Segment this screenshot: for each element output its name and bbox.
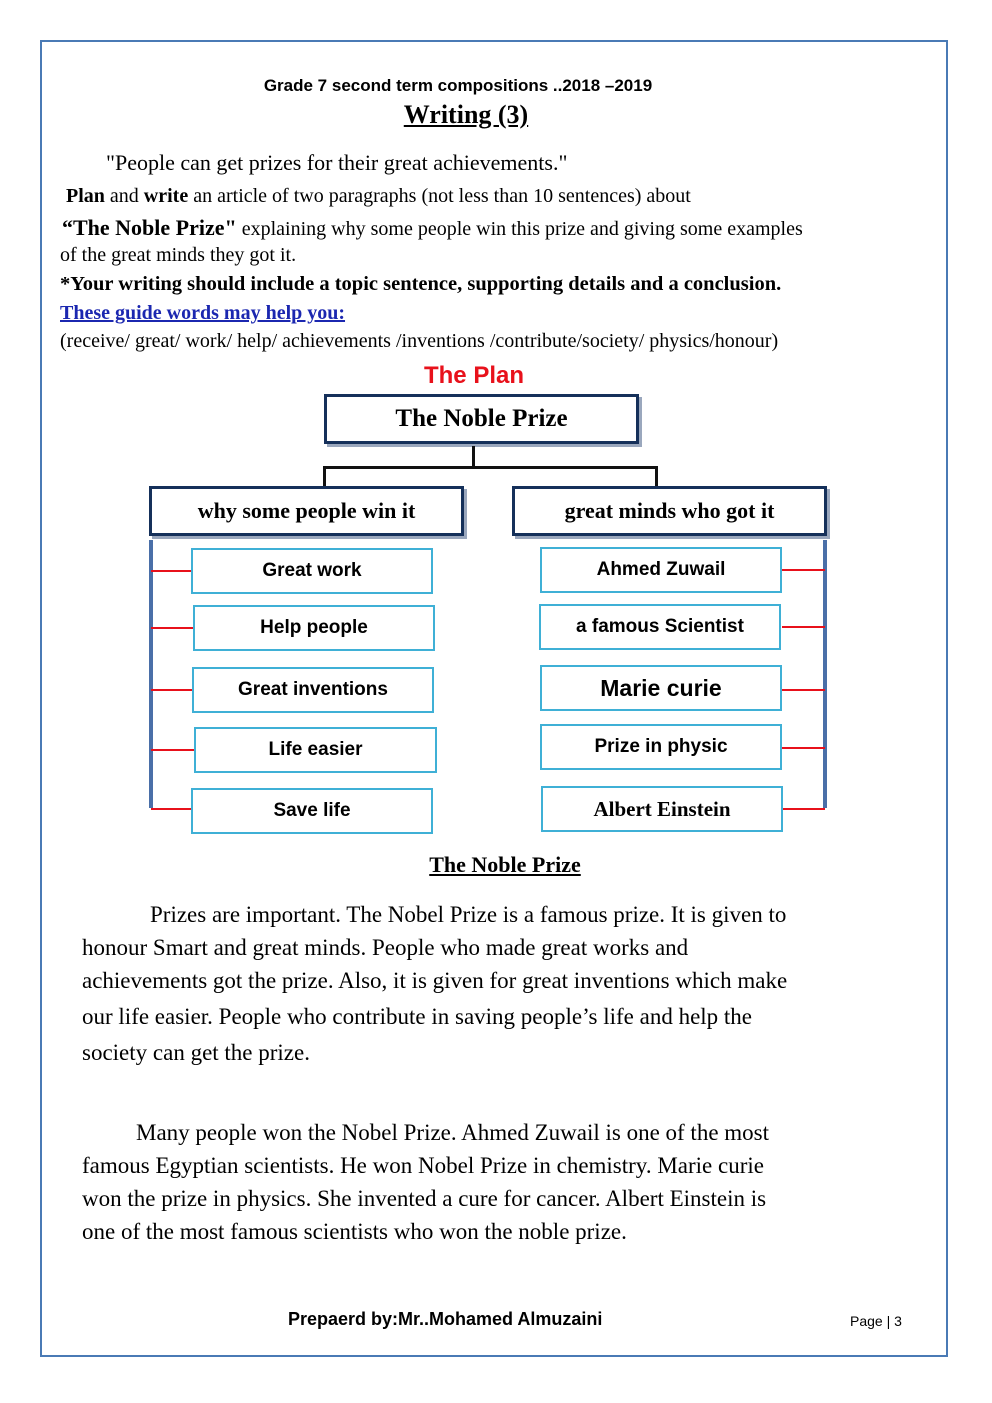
guide-words-link[interactable]: These guide words may help you: xyxy=(60,302,346,324)
left-item-label: Help people xyxy=(260,617,368,638)
right-item-box xyxy=(540,547,782,593)
prompt-line-1-rest: an article of two paragraphs (not less than 10 sentences) about xyxy=(193,185,691,207)
right-tick xyxy=(782,808,825,810)
right-item-label: Marie curie xyxy=(600,674,722,701)
essay-p1-line: society can get the prize. xyxy=(82,1040,310,1065)
prompt-quote: "People can get prizes for their great achievements." xyxy=(106,150,568,175)
prompt-instruction: *Your writing should include a topic sentence, supporting details and a conclusion. xyxy=(60,273,782,295)
guide-words-list: (receive/ great/ work/ help/ achievements /inventions /contribute/society/ physics/honour) xyxy=(60,330,779,352)
guide-words-label[interactable] xyxy=(60,302,345,325)
right-item-box xyxy=(539,604,781,650)
right-item-box xyxy=(540,724,782,770)
left-tick xyxy=(151,689,193,691)
left-vertical-bar xyxy=(149,540,153,808)
essay-p2-line: Many people won the Nobel Prize. Ahmed Zuwail is one of the most xyxy=(136,1120,770,1145)
right-item-label: a famous Scientist xyxy=(576,616,744,637)
left-tick xyxy=(151,808,192,810)
left-item-label: Save life xyxy=(273,800,351,821)
prompt-line-2-rest: explaining why some people win this prize and giving some examples xyxy=(241,218,803,240)
left-item-label: Great inventions xyxy=(238,679,388,700)
left-branch-label: why some people win it xyxy=(197,498,416,523)
right-branch-box xyxy=(512,486,827,536)
left-item-label: Life easier xyxy=(268,739,363,760)
write-word: write xyxy=(143,185,189,207)
prompt-line-1 xyxy=(66,185,691,208)
essay-p1-line: Prizes are important. The Nobel Prize is a famous prize. It is given to xyxy=(150,902,787,927)
plan-root-box xyxy=(324,394,639,444)
left-item-box xyxy=(191,788,433,834)
left-branch-box xyxy=(149,486,464,536)
essay-title: The Noble Prize xyxy=(429,852,581,877)
essay-p2-line: one of the most famous scientists who won the noble prize. xyxy=(82,1219,627,1244)
right-item-box xyxy=(541,786,783,832)
prompt-line-3: of the great minds they got it. xyxy=(60,244,297,266)
right-item-label: Ahmed Zuwail xyxy=(596,559,726,580)
right-tick xyxy=(782,747,825,749)
essay-p2-line: famous Egyptian scientists. He won Nobel Prize in chemistry. Marie curie xyxy=(82,1153,764,1178)
essay-p2-line: won the prize in physics. She invented a cure for cancer. Albert Einstein is xyxy=(82,1186,767,1211)
and-word: and xyxy=(109,185,139,207)
left-tick xyxy=(151,627,194,629)
essay-p1-line: honour Smart and great minds. People who made great works and xyxy=(82,935,689,960)
essay-p1-line: our life easier. People who contribute in saving people’s life and help the xyxy=(82,1004,753,1029)
right-item-label: Prize in physic xyxy=(594,736,728,757)
page-number: Page | 3 xyxy=(850,1313,902,1329)
right-item-label: Albert Einstein xyxy=(593,796,731,821)
topic-title: “The Noble Prize" xyxy=(62,215,237,240)
left-item-box xyxy=(191,548,433,594)
left-item-box xyxy=(192,667,434,713)
header-line: Grade 7 second term compositions ..2018 –2019 xyxy=(263,76,653,95)
right-branch-label: great minds who got it xyxy=(564,498,775,523)
prompt-line-2 xyxy=(62,215,803,241)
essay-p1-line: achievements got the prize. Also, it is given for great inventions which make xyxy=(82,968,788,993)
left-tick xyxy=(151,570,192,572)
branch-connector xyxy=(323,466,657,469)
right-item-box xyxy=(540,665,782,711)
left-branch-connector xyxy=(323,466,326,486)
right-vertical-bar xyxy=(823,540,827,808)
right-branch-connector xyxy=(655,466,658,486)
left-item-box xyxy=(193,605,435,651)
root-connector xyxy=(472,446,475,468)
left-item-box xyxy=(194,727,437,773)
right-tick xyxy=(782,626,825,628)
left-tick xyxy=(151,749,195,751)
plan-root-label: The Noble Prize xyxy=(395,405,568,432)
left-item-label: Great work xyxy=(262,560,362,581)
plan-word: Plan xyxy=(66,185,105,207)
page-title: Writing (3) xyxy=(403,100,529,129)
footer-author: Prepaerd by:Mr..Mohamed Almuzaini xyxy=(288,1309,603,1329)
plan-heading: The Plan xyxy=(423,362,525,389)
right-tick xyxy=(782,569,825,571)
right-tick xyxy=(782,689,825,691)
